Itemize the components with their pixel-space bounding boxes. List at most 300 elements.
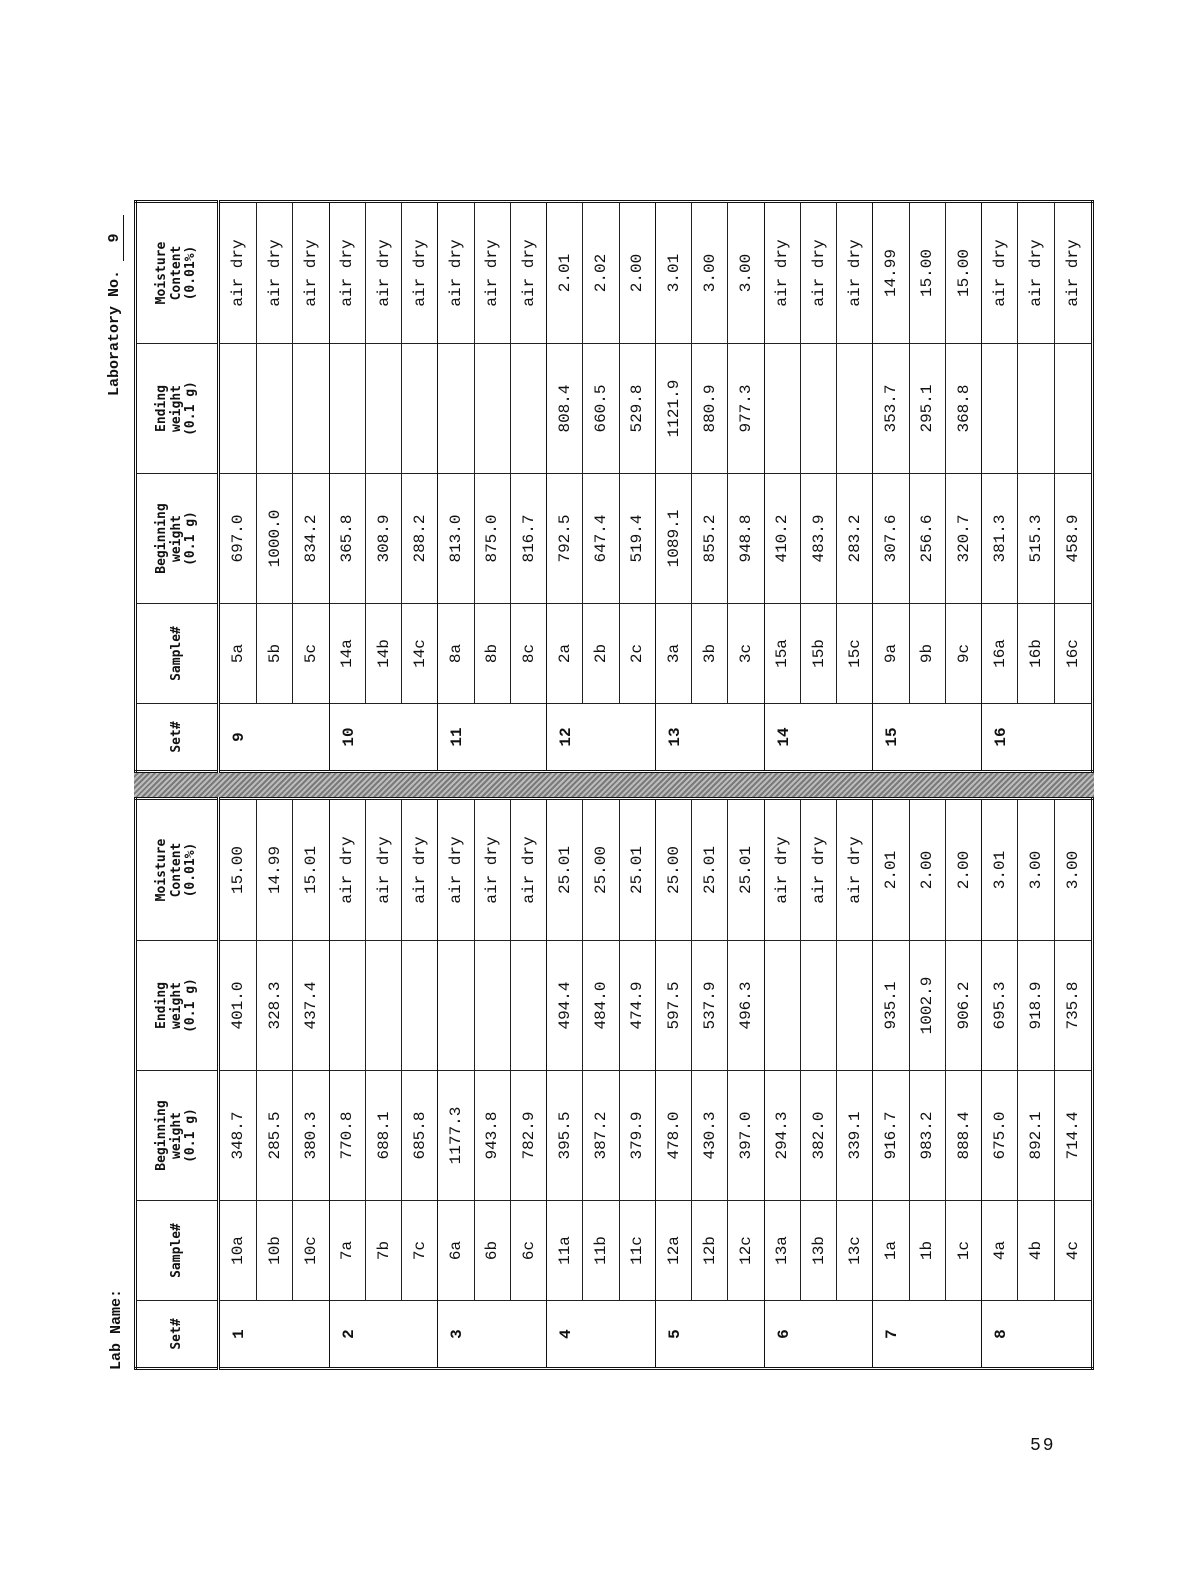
beginning-weight-cell: 834.2 [293,474,329,604]
moisture-content-cell: 3.01 [655,202,691,344]
table-row [837,799,873,1369]
moisture-content-cell: 3.01 [982,799,1018,941]
beginning-weight-cell: 675.0 [982,1071,1018,1201]
sample-id-cell: 1b [909,1201,945,1301]
ending-weight-cell [800,941,836,1071]
table-row [619,202,655,772]
ending-weight-cell: 328.3 [257,941,293,1071]
ending-weight-cell [764,941,800,1071]
set-number-cell: 2 [329,1301,438,1369]
lab-number-value: 9 [106,215,124,261]
sample-id-cell: 7a [329,1201,365,1301]
ending-weight-cell: 1002.9 [909,941,945,1071]
moisture-content-cell: air dry [510,202,546,344]
sample-id-cell: 2a [547,604,583,704]
sample-id-cell: 5c [293,604,329,704]
ending-weight-cell: 597.5 [655,941,691,1071]
beginning-weight-cell: 288.2 [402,474,438,604]
ending-weight-cell [402,941,438,1071]
sample-id-cell: 6c [510,1201,546,1301]
table-row [1018,202,1054,772]
table-row [873,799,909,1369]
table-row [257,202,293,772]
set-number-cell: 13 [655,704,764,772]
lab-number-field [106,215,124,396]
table-row [438,799,474,1369]
ending-weight-cell: 695.3 [982,941,1018,1071]
sample-id-cell: 3b [692,604,728,704]
table-row [510,799,546,1369]
col-header-beginning-weight-line: weight [168,515,184,562]
ending-weight-cell [365,941,401,1071]
sample-id-cell: 4b [1018,1201,1054,1301]
moisture-content-cell: air dry [402,799,438,941]
beginning-weight-cell: 365.8 [329,474,365,604]
moisture-content-cell: air dry [800,202,836,344]
moisture-content-cell: 15.00 [909,202,945,344]
beginning-weight-cell: 515.3 [1018,474,1054,604]
table-row [583,202,619,772]
table-row [692,202,728,772]
moisture-content-cell: air dry [329,202,365,344]
sample-id-cell: 7c [402,1201,438,1301]
beginning-weight-cell: 382.0 [800,1071,836,1201]
beginning-weight-cell: 478.0 [655,1071,691,1201]
header-row [136,202,219,772]
table-row [655,799,691,1369]
sample-id-cell: 16a [982,604,1018,704]
col-header-ending-weight-line: Ending [153,982,169,1029]
table-row [1054,202,1092,772]
table-row [619,799,655,1369]
moisture-content-cell: 2.00 [619,202,655,344]
beginning-weight-cell: 943.8 [474,1071,510,1201]
moisture-content-cell: air dry [837,202,873,344]
beginning-weight-cell: 685.8 [402,1071,438,1201]
table-row [764,799,800,1369]
ending-weight-cell [402,344,438,474]
col-header-moisture-content-line: (0.01%) [183,245,199,301]
col-header-sample: Sample# [136,604,219,704]
moisture-content-cell: air dry [837,799,873,941]
sample-id-cell: 16c [1054,604,1092,704]
sample-id-cell: 2c [619,604,655,704]
moisture-content-cell: air dry [293,202,329,344]
table-body [219,799,1093,1369]
moisture-content-cell: 2.02 [583,202,619,344]
set-number-cell: 11 [438,704,547,772]
sample-id-cell: 13c [837,1201,873,1301]
moisture-content-cell: 25.01 [692,799,728,941]
col-header-moisture-content [136,202,219,344]
table-row [329,799,365,1369]
sample-id-cell: 1a [873,1201,909,1301]
sample-id-cell: 16b [1018,604,1054,704]
moisture-content-cell: 15.00 [219,799,257,941]
beginning-weight-cell: 697.0 [219,474,257,604]
table-row [510,202,546,772]
set-number-cell: 3 [438,1301,547,1369]
moisture-content-cell: 2.01 [547,202,583,344]
beginning-weight-cell: 348.7 [219,1071,257,1201]
beginning-weight-cell: 308.9 [365,474,401,604]
ending-weight-cell [438,941,474,1071]
set-number-cell: 10 [329,704,438,772]
moisture-content-cell: 15.00 [945,202,981,344]
moisture-content-cell: 25.00 [655,799,691,941]
ending-weight-cell: 295.1 [909,344,945,474]
moisture-content-cell: 2.00 [945,799,981,941]
sample-id-cell: 6b [474,1201,510,1301]
table-header [136,799,219,1369]
beginning-weight-cell: 916.7 [873,1071,909,1201]
ending-weight-cell [510,344,546,474]
beginning-weight-cell: 792.5 [547,474,583,604]
table-row [800,799,836,1369]
col-header-set: Set# [136,1301,219,1369]
col-header-beginning-weight-line: (0.1 g) [183,1108,199,1163]
table-row [329,202,365,772]
moisture-content-cell: 25.01 [547,799,583,941]
moisture-content-cell: air dry [510,799,546,941]
set-number-cell: 9 [219,704,330,772]
sample-id-cell: 9b [909,604,945,704]
moisture-content-cell: 2.01 [873,799,909,941]
ending-weight-cell [1018,344,1054,474]
right-data-table [134,200,1094,773]
ending-weight-cell [474,344,510,474]
beginning-weight-cell: 458.9 [1054,474,1092,604]
col-header-beginning-weight [136,1071,219,1201]
moisture-content-cell: air dry [474,799,510,941]
beginning-weight-cell: 339.1 [837,1071,873,1201]
ending-weight-cell: 496.3 [728,941,764,1071]
table-row [583,799,619,1369]
moisture-content-cell: air dry [365,799,401,941]
ending-weight-cell [837,941,873,1071]
beginning-weight-cell: 285.5 [257,1071,293,1201]
sample-id-cell: 11b [583,1201,619,1301]
set-number-cell: 5 [655,1301,764,1369]
set-number-cell: 14 [764,704,873,772]
sample-id-cell: 14b [365,604,401,704]
set-number-cell: 8 [982,1301,1093,1369]
ending-weight-cell [365,344,401,474]
table-row [764,202,800,772]
beginning-weight-cell: 948.8 [728,474,764,604]
sample-id-cell: 15a [764,604,800,704]
table-row [438,202,474,772]
beginning-weight-cell: 647.4 [583,474,619,604]
header-row [136,799,219,1369]
moisture-content-cell: 3.00 [1054,799,1092,941]
col-header-beginning-weight-line: (0.1 g) [183,511,199,566]
set-number-cell: 4 [547,1301,656,1369]
table-row [982,799,1018,1369]
table-row [402,202,438,772]
moisture-content-cell: air dry [764,799,800,941]
col-header-beginning-weight-line: Beginning [153,503,169,574]
table-row [547,202,583,772]
table-row [365,202,401,772]
moisture-content-cell: air dry [1018,202,1054,344]
moisture-content-cell: 3.00 [1018,799,1054,941]
ending-weight-cell: 1121.9 [655,344,691,474]
beginning-weight-cell: 387.2 [583,1071,619,1201]
sample-id-cell: 14a [329,604,365,704]
beginning-weight-cell: 875.0 [474,474,510,604]
page-header [100,200,132,1370]
table-row [692,799,728,1369]
sample-id-cell: 14c [402,604,438,704]
lab-name-label: Lab Name: [108,1288,125,1370]
moisture-content-cell: air dry [219,202,257,344]
ending-weight-cell [329,344,365,474]
ending-weight-cell: 735.8 [1054,941,1092,1071]
sample-id-cell: 5a [219,604,257,704]
lab-number-label: Laboratory No. [106,270,123,397]
ending-weight-cell [764,344,800,474]
ending-weight-cell: 660.5 [583,344,619,474]
moisture-content-cell: air dry [365,202,401,344]
beginning-weight-cell: 813.0 [438,474,474,604]
col-header-ending-weight-line: (0.1 g) [183,978,199,1033]
table-row [873,202,909,772]
set-number-cell: 7 [873,1301,982,1369]
moisture-content-cell: 25.00 [583,799,619,941]
ending-weight-cell [257,344,293,474]
ending-weight-cell [293,344,329,474]
set-number-cell: 6 [764,1301,873,1369]
set-number-cell: 16 [982,704,1093,772]
sample-id-cell: 3c [728,604,764,704]
set-number-cell: 1 [219,1301,330,1369]
beginning-weight-cell: 714.4 [1054,1071,1092,1201]
ending-weight-cell: 368.8 [945,344,981,474]
moisture-content-cell: air dry [402,202,438,344]
col-header-sample: Sample# [136,1201,219,1301]
set-number-cell: 15 [873,704,982,772]
moisture-content-cell: 15.01 [293,799,329,941]
moisture-content-cell: air dry [982,202,1018,344]
col-header-beginning-weight-line: weight [168,1112,184,1159]
col-header-ending-weight [136,941,219,1071]
sample-id-cell: 8c [510,604,546,704]
beginning-weight-cell: 283.2 [837,474,873,604]
table-body [219,202,1093,772]
col-header-ending-weight-line: weight [168,982,184,1029]
table-row [945,202,981,772]
sample-id-cell: 10b [257,1201,293,1301]
col-header-beginning-weight [136,474,219,604]
sample-id-cell: 2b [583,604,619,704]
ending-weight-cell: 529.8 [619,344,655,474]
table-row [728,799,764,1369]
sample-id-cell: 4a [982,1201,1018,1301]
ending-weight-cell: 401.0 [219,941,257,1071]
sample-id-cell: 15b [800,604,836,704]
sample-id-cell: 9c [945,604,981,704]
moisture-content-cell: air dry [800,799,836,941]
sample-id-cell: 12c [728,1201,764,1301]
moisture-content-cell: air dry [1054,202,1092,344]
table-row [909,799,945,1369]
beginning-weight-cell: 430.3 [692,1071,728,1201]
table-row [365,799,401,1369]
tables-container [134,200,1094,1370]
beginning-weight-cell: 1000.0 [257,474,293,604]
moisture-content-cell: air dry [764,202,800,344]
sample-id-cell: 11c [619,1201,655,1301]
ending-weight-cell: 977.3 [728,344,764,474]
table-row [257,799,293,1369]
ending-weight-cell: 880.9 [692,344,728,474]
ending-weight-cell [837,344,873,474]
set-number-cell: 12 [547,704,656,772]
col-header-moisture-content-line: Moisture [153,838,169,902]
shaded-divider [134,773,1094,797]
col-header-moisture-content-line: Content [168,245,184,301]
ending-weight-cell [474,941,510,1071]
ending-weight-cell: 906.2 [945,941,981,1071]
beginning-weight-cell: 381.3 [982,474,1018,604]
table-row [219,202,257,772]
beginning-weight-cell: 770.8 [329,1071,365,1201]
moisture-content-cell: 25.01 [728,799,764,941]
table-row [909,202,945,772]
ending-weight-cell [510,941,546,1071]
moisture-content-cell: air dry [438,799,474,941]
ending-weight-cell: 537.9 [692,941,728,1071]
sample-id-cell: 4c [1054,1201,1092,1301]
moisture-content-cell: 3.00 [692,202,728,344]
table-row [293,202,329,772]
moisture-content-cell: air dry [329,799,365,941]
beginning-weight-cell: 380.3 [293,1071,329,1201]
table-row [474,799,510,1369]
table-row [800,202,836,772]
table-row [982,202,1018,772]
table-row [837,202,873,772]
sample-id-cell: 7b [365,1201,401,1301]
ending-weight-cell [219,344,257,474]
sample-id-cell: 11a [547,1201,583,1301]
moisture-content-cell: air dry [438,202,474,344]
ending-weight-cell: 474.9 [619,941,655,1071]
ending-weight-cell: 918.9 [1018,941,1054,1071]
col-header-set: Set# [136,704,219,772]
beginning-weight-cell: 519.4 [619,474,655,604]
beginning-weight-cell: 1089.1 [655,474,691,604]
moisture-content-cell: 14.99 [873,202,909,344]
table-row [547,799,583,1369]
beginning-weight-cell: 782.9 [510,1071,546,1201]
beginning-weight-cell: 855.2 [692,474,728,604]
moisture-content-cell: 3.00 [728,202,764,344]
ending-weight-cell [438,344,474,474]
moisture-content-cell: 14.99 [257,799,293,941]
beginning-weight-cell: 307.6 [873,474,909,604]
table-header [136,202,219,772]
col-header-ending-weight-line: Ending [153,385,169,432]
ending-weight-cell [800,344,836,474]
ending-weight-cell: 935.1 [873,941,909,1071]
beginning-weight-cell: 294.3 [764,1071,800,1201]
sample-id-cell: 13b [800,1201,836,1301]
beginning-weight-cell: 1177.3 [438,1071,474,1201]
sample-id-cell: 15c [837,604,873,704]
sample-id-cell: 12b [692,1201,728,1301]
page-number: 59 [1030,1436,1056,1456]
beginning-weight-cell: 256.6 [909,474,945,604]
moisture-content-cell: 2.00 [909,799,945,941]
left-data-table [134,797,1094,1370]
col-header-ending-weight-line: weight [168,385,184,432]
ending-weight-cell [1054,344,1092,474]
rotated-page-content [100,200,1100,1370]
ending-weight-cell: 437.4 [293,941,329,1071]
col-header-moisture-content [136,799,219,941]
sample-id-cell: 3a [655,604,691,704]
sample-id-cell: 8a [438,604,474,704]
table-row [655,202,691,772]
col-header-moisture-content-line: Content [168,842,184,898]
ending-weight-cell: 484.0 [583,941,619,1071]
table-row [219,799,257,1369]
col-header-beginning-weight-line: Beginning [153,1100,169,1171]
col-header-ending-weight-line: (0.1 g) [183,381,199,436]
sample-id-cell: 12a [655,1201,691,1301]
beginning-weight-cell: 983.2 [909,1071,945,1201]
col-header-moisture-content-line: Moisture [153,241,169,305]
beginning-weight-cell: 816.7 [510,474,546,604]
beginning-weight-cell: 320.7 [945,474,981,604]
table-row [1054,799,1092,1369]
ending-weight-cell: 808.4 [547,344,583,474]
table-row [402,799,438,1369]
beginning-weight-cell: 688.1 [365,1071,401,1201]
sample-id-cell: 10c [293,1201,329,1301]
beginning-weight-cell: 379.9 [619,1071,655,1201]
beginning-weight-cell: 892.1 [1018,1071,1054,1201]
sample-id-cell: 5b [257,604,293,704]
ending-weight-cell [982,344,1018,474]
moisture-content-cell: 25.01 [619,799,655,941]
ending-weight-cell: 353.7 [873,344,909,474]
beginning-weight-cell: 395.5 [547,1071,583,1201]
beginning-weight-cell: 410.2 [764,474,800,604]
table-row [728,202,764,772]
sample-id-cell: 9a [873,604,909,704]
moisture-content-cell: air dry [257,202,293,344]
table-row [293,799,329,1369]
sample-id-cell: 6a [438,1201,474,1301]
sample-id-cell: 1c [945,1201,981,1301]
col-header-ending-weight [136,344,219,474]
sample-id-cell: 10a [219,1201,257,1301]
moisture-content-cell: air dry [474,202,510,344]
col-header-moisture-content-line: (0.01%) [183,842,199,898]
table-row [945,799,981,1369]
beginning-weight-cell: 888.4 [945,1071,981,1201]
table-row [1018,799,1054,1369]
sample-id-cell: 13a [764,1201,800,1301]
beginning-weight-cell: 397.0 [728,1071,764,1201]
table-row [474,202,510,772]
sample-id-cell: 8b [474,604,510,704]
beginning-weight-cell: 483.9 [800,474,836,604]
ending-weight-cell [329,941,365,1071]
